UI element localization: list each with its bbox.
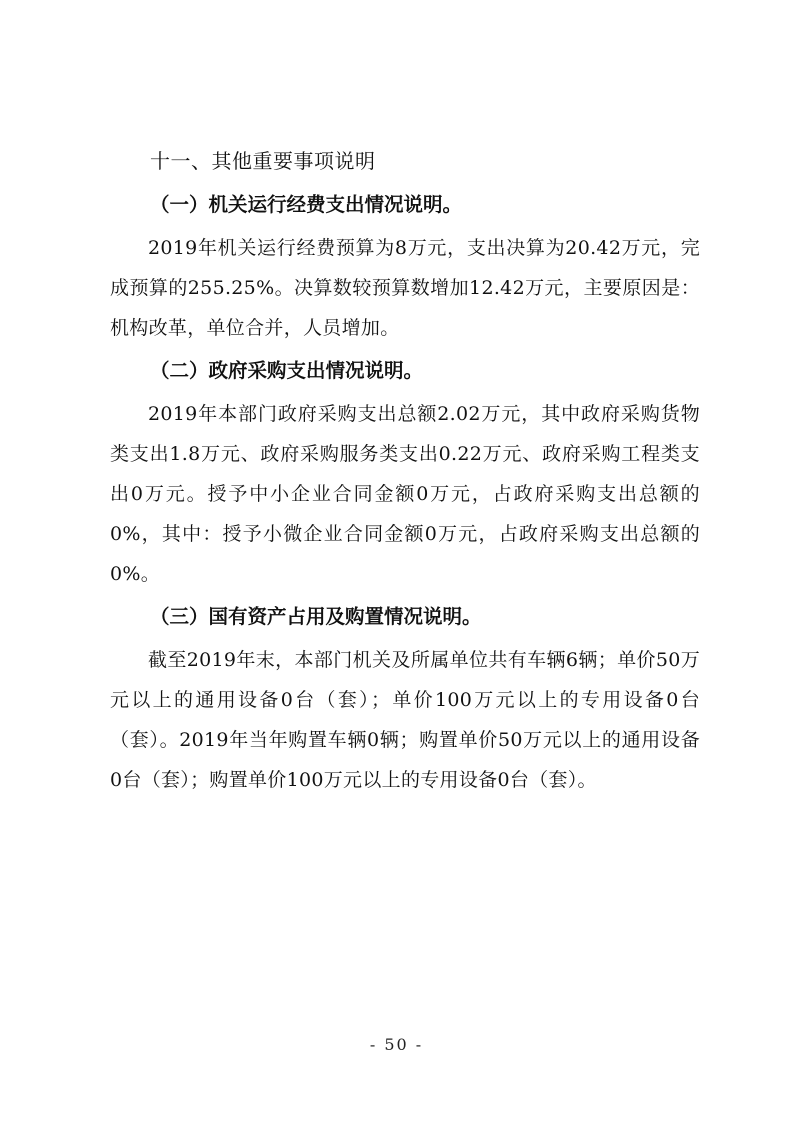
paragraph-state-assets: 截至2019年末，本部门机关及所属单位共有车辆6辆；单价50万元以上的通用设备0台（套）；单价100万元以上的专用设备0台（套）。2019年当年购置车辆0辆；购置单价50万元以上的通用设备0台（套）；购置单价100万元以上的专用设备0台（套）。 [110,649,700,791]
paragraph-government-procurement: 2019年本部门政府采购支出总额2.02万元，其中政府采购货物类支出1.8万元、政府采购服务类支出0.22万元、政府采购工程类支出0万元。授予中小企业合同金额0万元，占政府采购支出总额的0%，其中：授予小微企业合同金额0万元，占政府采购支出总额的0%。 [110,403,700,585]
section-title: 十一、其他重要事项说明 [150,149,376,173]
subsection-heading-government-procurement: （二）政府采购支出情况说明。 [150,359,424,382]
subsection-heading-state-assets: （三）国有资产占用及购置情况说明。 [150,605,482,628]
subsection-heading-operating-expenses: （一）机关运行经费支出情况说明。 [150,193,463,216]
page-number: - 50 - [369,1035,424,1054]
paragraph-operating-expenses: 2019年机关运行经费预算为8万元，支出决算为20.42万元，完成预算的255.25%。决算数较预算数增加12.42万元，主要原因是：机构改革，单位合并，人员增加。 [110,237,700,339]
document-body [110,142,700,804]
